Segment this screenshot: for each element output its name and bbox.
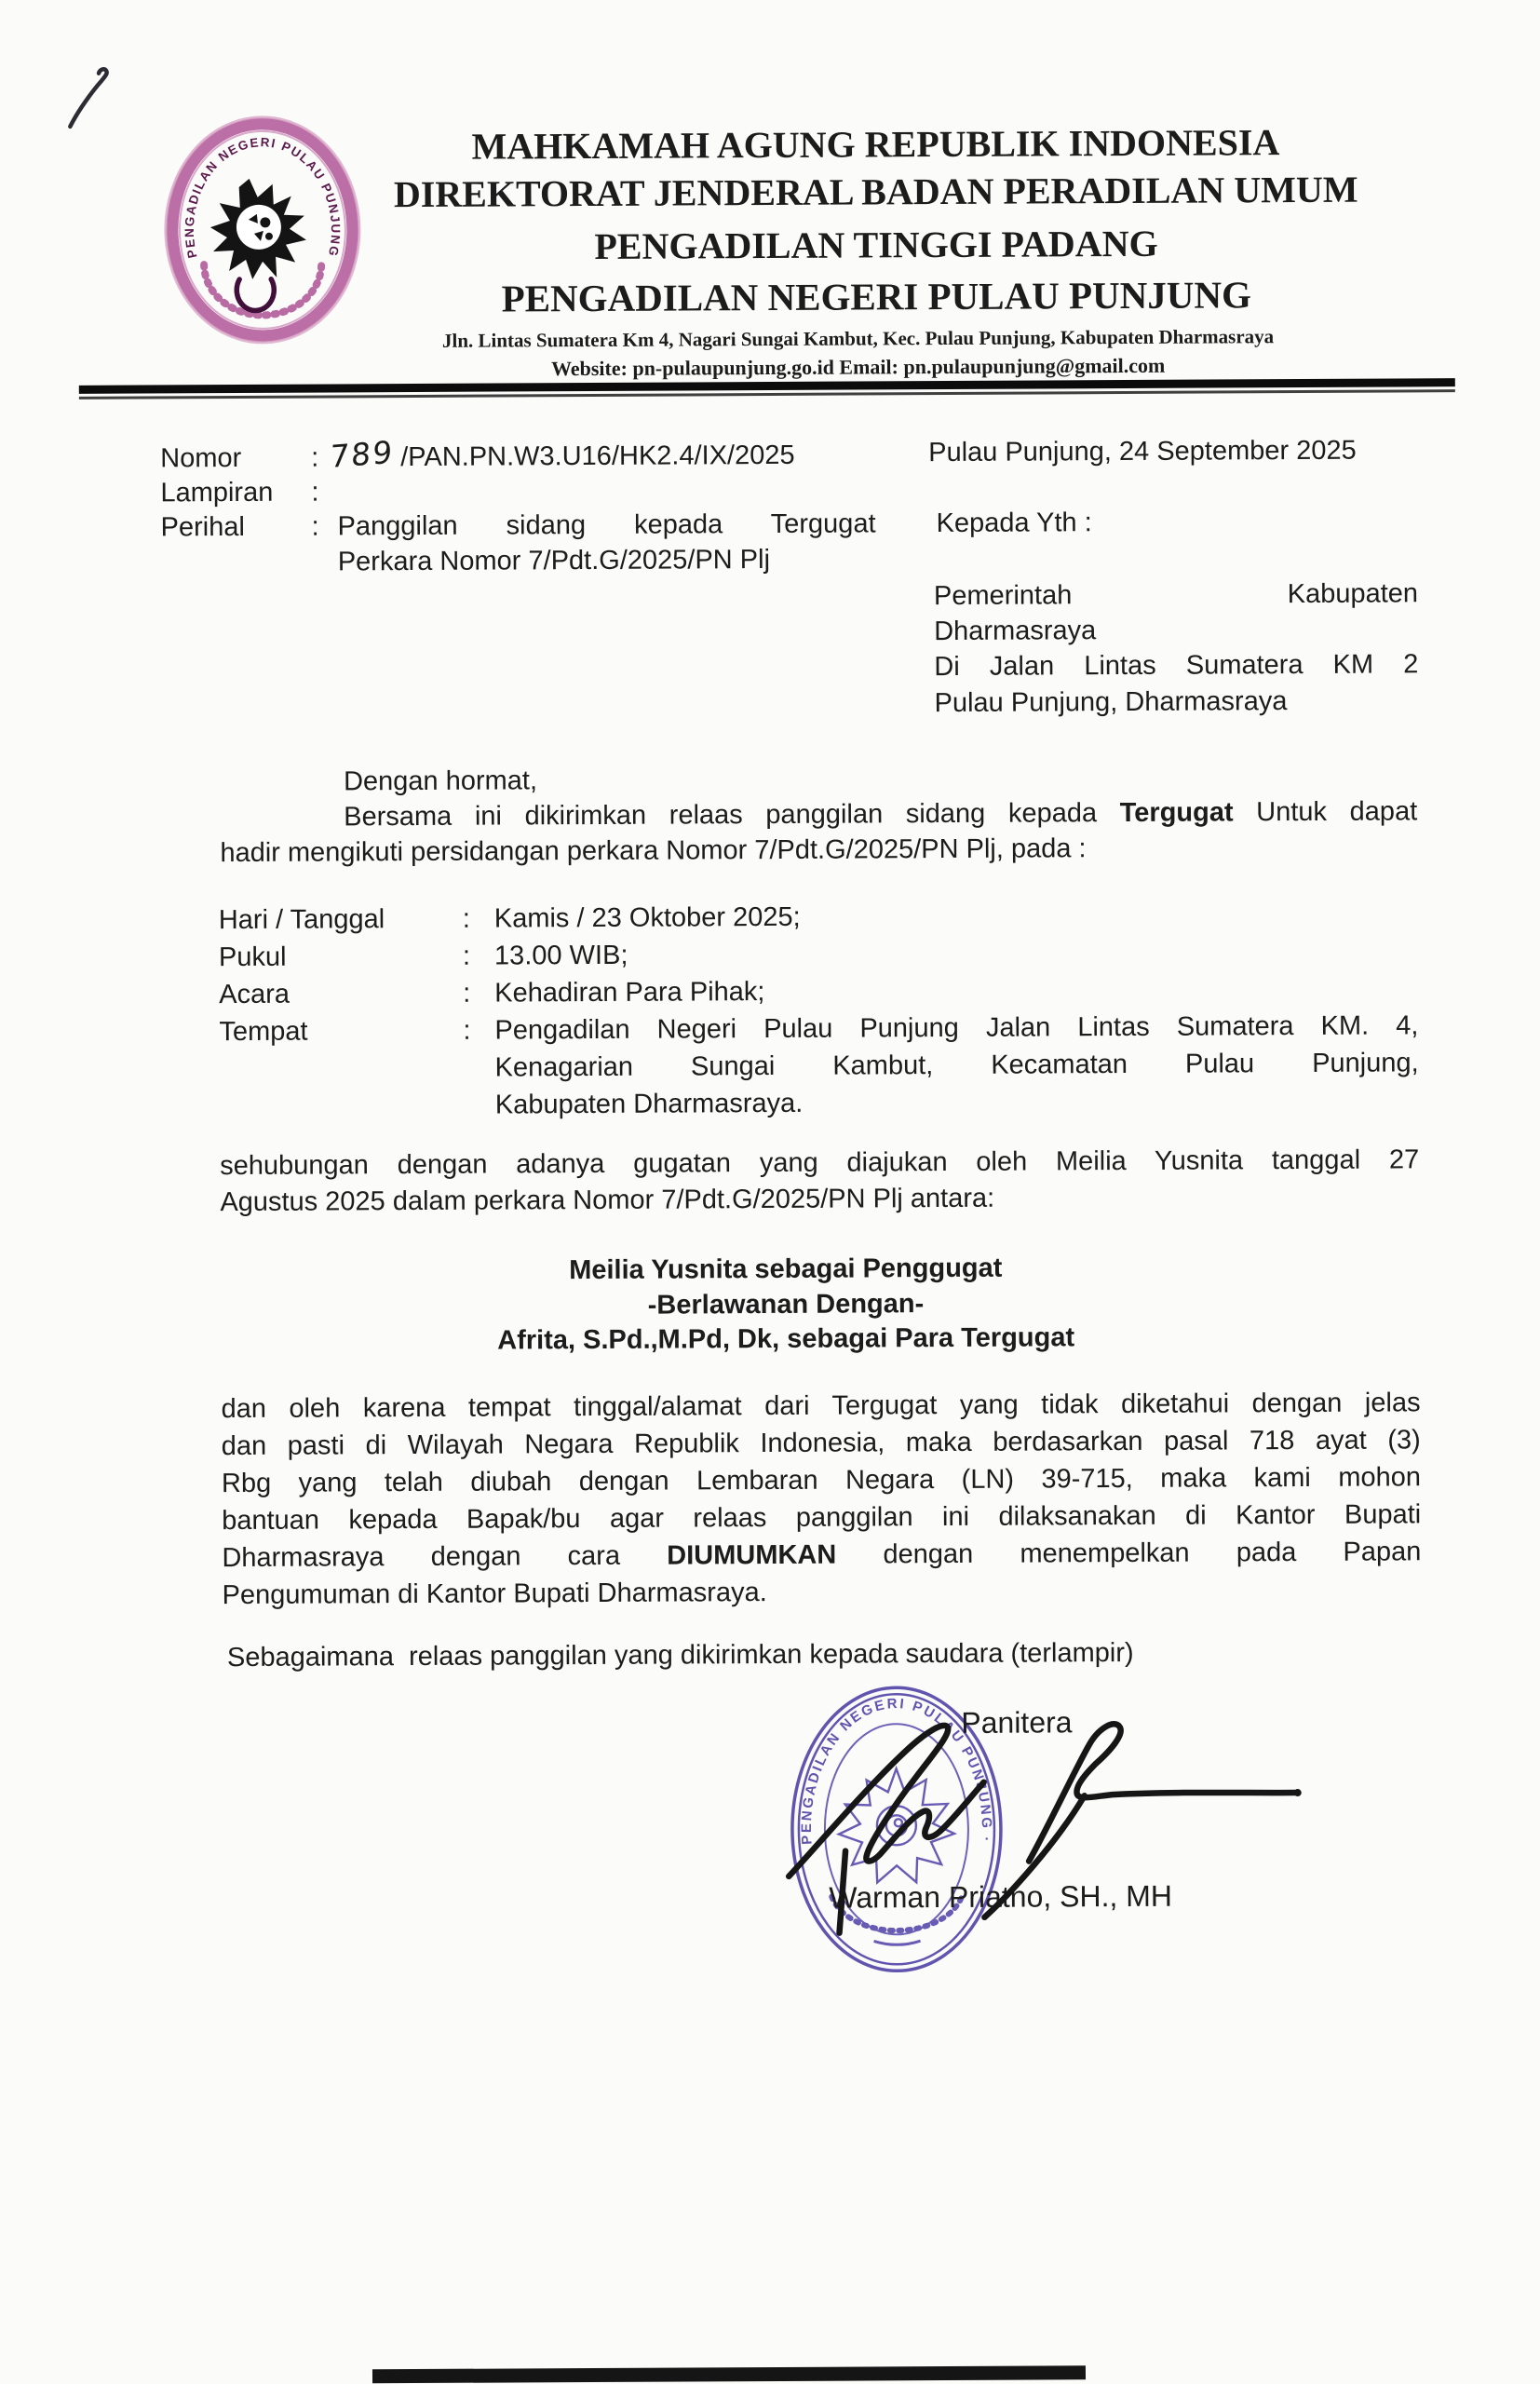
perihal-colon: : — [311, 511, 319, 542]
letterhead-line3: PENGADILAN TINGGI PADANG — [594, 222, 1158, 267]
intro-line1 — [344, 793, 1417, 834]
place-date: Pulau Punjung, 24 September 2025 — [928, 435, 1357, 468]
detail-colon: : — [463, 978, 471, 1009]
signatory-name: Warman Priatno, SH., MH — [829, 1878, 1173, 1915]
body-salutation: Dengan hormat, — [343, 765, 538, 797]
detail-row-acara — [219, 970, 1418, 1014]
perihal-line1: Panggilan sidang kepada Tergugat — [337, 508, 876, 542]
case-line2: Agustus 2025 dalam perkara Nomor 7/Pdt.G/2025/PN Plj antara: — [220, 1183, 995, 1218]
nomor-label: Nomor — [160, 442, 242, 474]
party-versus: -Berlawanan Dengan- — [647, 1289, 925, 1321]
party-defendant: Afrita, S.Pd.,M.Pd, Dk, sebagai Para Tergugat — [497, 1322, 1075, 1356]
scan-artifact-bar — [372, 2365, 1086, 2383]
recipient-line1-right: Kabupaten — [1287, 578, 1419, 610]
detail-value: 13.00 WIB; — [493, 940, 628, 971]
request-line6: Pengumuman di Kantor Bupati Dharmasraya. — [222, 1578, 767, 1611]
request-line5-a: Dharmasraya dengan cara — [222, 1540, 668, 1574]
letterhead-line1: MAHKAMAH AGUNG REPUBLIK INDONESIA — [471, 121, 1280, 168]
lampiran-label: Lampiran — [160, 477, 274, 508]
pen-mark — [51, 58, 126, 146]
recipient-line4: Pulau Punjung, Dharmasraya — [934, 686, 1288, 719]
detail-label: Tempat — [219, 1016, 308, 1048]
seal-emblem — [210, 179, 307, 280]
intro-text-a: Bersama ini dikirimkan relaas panggilan sidang kepada — [344, 798, 1120, 833]
case-line1: sehubungan dengan adanya gugatan yang diajukan oleh Meilia Yusnita tanggal 27 — [220, 1145, 1420, 1182]
recipient-line1-left: Pemerintah — [933, 580, 1073, 612]
request-line5-c: dengan menempelkan pada Papan — [836, 1537, 1422, 1570]
hearing-details — [219, 896, 1419, 1124]
signature-title: Panitera — [961, 1705, 1073, 1740]
recipient-line1 — [934, 576, 1418, 614]
detail-value: Kamis / 23 Oktober 2025; — [493, 901, 801, 934]
detail-row-hari — [219, 896, 1418, 940]
detail-row-pukul — [219, 933, 1418, 977]
court-seal-logo — [149, 100, 378, 366]
request-bold-diumumkan: DIUMUMKAN — [667, 1539, 837, 1571]
detail-label: Pukul — [218, 941, 287, 973]
lampiran-colon: : — [311, 477, 319, 508]
letterhead-contact: Website: pn-pulaupunjung.go.id Email: pn.pulaupunjung@gmail.com — [550, 353, 1166, 381]
recipient-line2: Dharmasraya — [934, 616, 1097, 647]
request-line3: Rbg yang telah diubah dengan Lembaran Negara (LN) 39-715, maka kami mohon — [221, 1462, 1422, 1499]
nomor-colon: : — [311, 442, 319, 473]
stamp-curved-text: PENGADILAN NEGERI PULAU PUNJUNG · — [798, 1695, 995, 1846]
tempat-line1: Pengadilan Negeri Pulau Punjung Jalan Lintas Sumatera KM. 4, — [494, 1010, 1419, 1046]
request-line2: dan pasti di Wilayah Negara Republik Indonesia, maka berdasarkan pasal 718 ayat (3) — [221, 1425, 1421, 1462]
party-plaintiff: Meilia Yusnita sebagai Penggugat — [569, 1253, 1003, 1286]
intro-line2: hadir mengikuti persidangan perkara Nomor 7/Pdt.G/2025/PN Plj, pada : — [220, 833, 1087, 869]
detail-colon: : — [462, 903, 470, 934]
detail-colon: : — [462, 941, 471, 971]
request-line5 — [222, 1534, 1421, 1578]
tempat-line3: Kabupaten Dharmasraya. — [494, 1088, 804, 1120]
recipient-line3: Di Jalan Lintas Sumatera KM 2 — [934, 649, 1419, 683]
closing-line: Sebagaimana relaas panggilan yang dikirimkan kepada saudara (terlampir) — [226, 1637, 1134, 1673]
detail-value-tempat — [494, 1008, 1419, 1122]
perihal-label: Perihal — [160, 511, 245, 543]
detail-colon: : — [463, 1015, 471, 1046]
nomor-handwritten-number: 789 — [329, 433, 396, 475]
letterhead-line4: PENGADILAN NEGERI PULAU PUNJUNG — [501, 273, 1252, 320]
detail-value: Kehadiran Para Pihak; — [494, 977, 765, 1009]
intro-bold-tergugat: Tergugat — [1119, 797, 1234, 829]
recipient-salutation: Kepada Yth : — [936, 508, 1092, 539]
seal-curved-text: PENGADILAN NEGERI PULAU PUNJUNG — [182, 135, 343, 260]
request-line4: bantuan kepada Bapak/bu agar relaas panggilan ini dilaksanakan di Kantor Bupati — [222, 1499, 1422, 1537]
signature-scrawl — [730, 1692, 1327, 1956]
perihal-line2: Perkara Nomor 7/Pdt.G/2025/PN Plj — [337, 544, 771, 577]
tempat-line2: Kenagarian Sungai Kambut, Kecamatan Pulau Punjung, — [494, 1048, 1419, 1083]
detail-label: Hari / Tanggal — [218, 904, 385, 936]
request-paragraph — [221, 1385, 1421, 1613]
detail-label: Acara — [219, 979, 290, 1010]
letterhead-line2: DIREKTORAT JENDERAL BADAN PERADILAN UMUM — [393, 168, 1358, 216]
letterhead-address: Jln. Lintas Sumatera Km 4, Nagari Sungai Kambut, Kec. Pulau Punjung, Kabupaten Dharmasraya — [441, 325, 1275, 352]
request-line1: dan oleh karena tempat tinggal/alamat dari Tergugat yang tidak diketahui dengan jelas — [221, 1388, 1421, 1425]
intro-text-c: Untuk dapat — [1233, 796, 1418, 828]
detail-row-tempat — [219, 1008, 1419, 1124]
seal-horseshoe — [236, 279, 274, 311]
nomor-value: /PAN.PN.W3.U16/HK2.4/IX/2025 — [400, 440, 795, 473]
